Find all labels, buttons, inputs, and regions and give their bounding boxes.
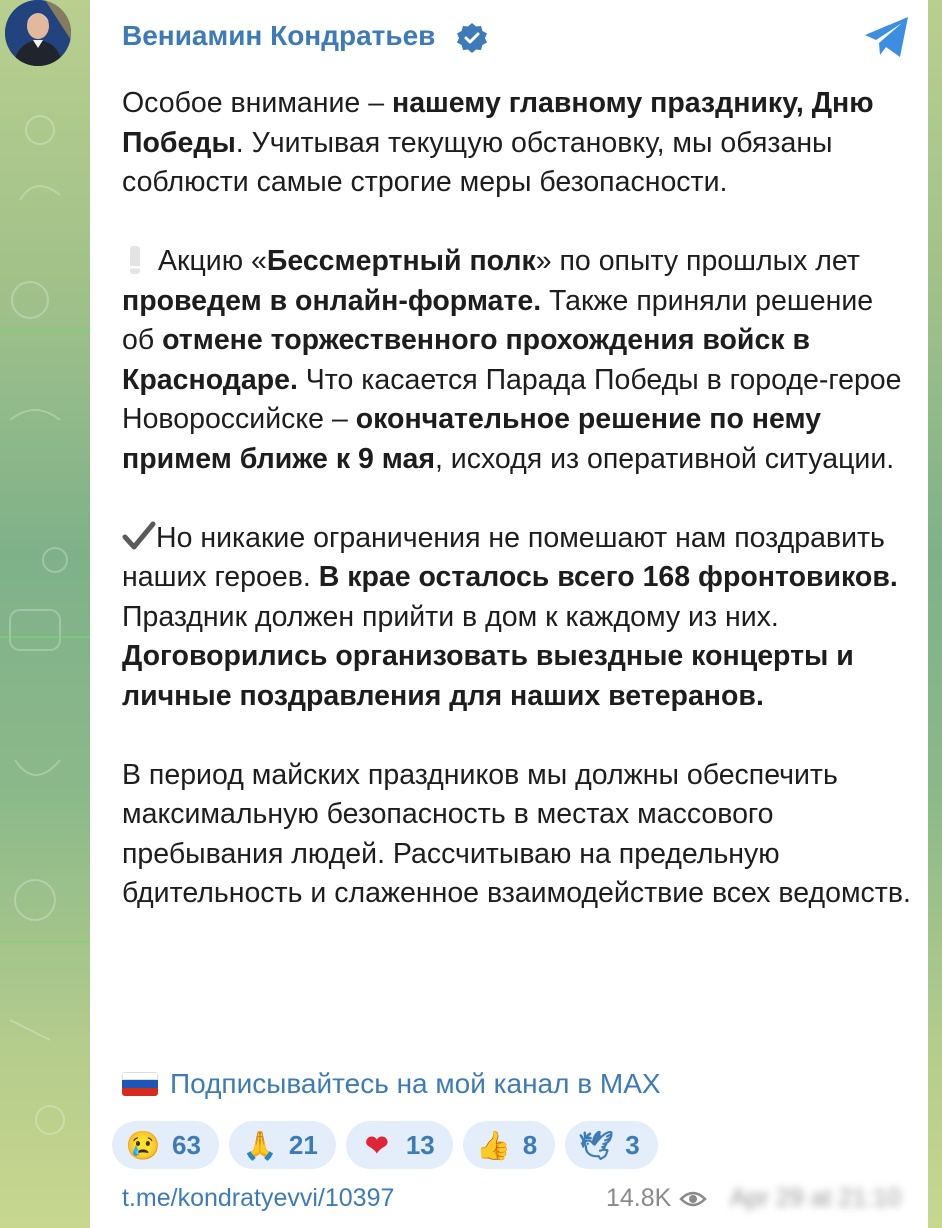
view-counter <box>606 1184 707 1213</box>
post-text <box>122 84 912 953</box>
crying-face-icon: 😢 <box>125 1129 161 1161</box>
check-mark-icon <box>122 521 156 551</box>
dove-icon: 🕊 <box>578 1129 615 1161</box>
reaction-thumbs-up[interactable] <box>463 1121 555 1169</box>
avatar-portrait-icon <box>5 0 71 66</box>
subscribe-link[interactable] <box>122 1068 661 1100</box>
subscribe-text: Подписывайтесь на мой канал в MAX <box>170 1068 661 1099</box>
exclamation-icon <box>130 246 140 274</box>
telegram-share-icon[interactable] <box>862 14 912 60</box>
reaction-count: 63 <box>172 1129 201 1160</box>
folded-hands-icon: 🙏 <box>242 1129 278 1161</box>
post-link[interactable]: t.me/kondratyevvi/10397 <box>122 1184 395 1212</box>
reaction-crying[interactable] <box>112 1121 219 1169</box>
reactions-bar <box>112 1121 658 1169</box>
channel-avatar[interactable] <box>5 0 71 66</box>
channel-name[interactable]: Вениамин Кондратьев <box>122 20 436 51</box>
eye-icon <box>679 1189 707 1209</box>
reaction-count: 3 <box>625 1129 640 1160</box>
thumbs-up-icon: 👍 <box>476 1129 512 1161</box>
paragraph-2: Акцию «Бессмертный полк» по опыту прошлых лет проведем в онлайн-формате. Также приняли решение об отмене торжественного прохождения войск в Краснодаре. Что касается Парада Победы в городе-герое Новороссийске – окончательное решение по нему примем ближе к 9 мая, исходя из оперативной ситуации. <box>122 245 902 475</box>
paragraph-3: Но никакие ограничения не помешают нам поздравить наших героев. В крае осталось всего 168 фронтовиков. Праздник должен прийти в дом к каждому из них. Договорились организовать выездные концерты и личные поздравления для наших ветеранов. <box>122 521 898 712</box>
reaction-count: 21 <box>288 1129 318 1160</box>
views-count: 14.8K <box>606 1184 672 1212</box>
reaction-count: 13 <box>405 1129 435 1160</box>
verified-badge-icon <box>456 22 488 54</box>
reaction-count: 8 <box>522 1129 538 1160</box>
russia-flag-icon <box>122 1072 158 1096</box>
post-header <box>90 0 928 72</box>
post-date: Apr 29 at 21:10 <box>730 1184 901 1212</box>
reaction-heart[interactable] <box>346 1121 453 1169</box>
post-card <box>90 0 928 1228</box>
reaction-dove[interactable] <box>565 1121 657 1169</box>
reaction-pray[interactable] <box>229 1121 336 1169</box>
paragraph-4: В период майских праздников мы должны обеспечить максимальную безопасность в местах массового пребывания людей. Рассчитываю на предельную бдительность и слаженное взаимодействие всех ведомств. <box>122 758 911 909</box>
paragraph-1: Особое внимание – нашему главному празднику, Дню Победы. Учитывая текущую обстановку, мы обязаны соблюсти самые строгие меры безопасности. <box>122 87 874 198</box>
red-heart-icon: ❤ <box>365 1129 389 1161</box>
